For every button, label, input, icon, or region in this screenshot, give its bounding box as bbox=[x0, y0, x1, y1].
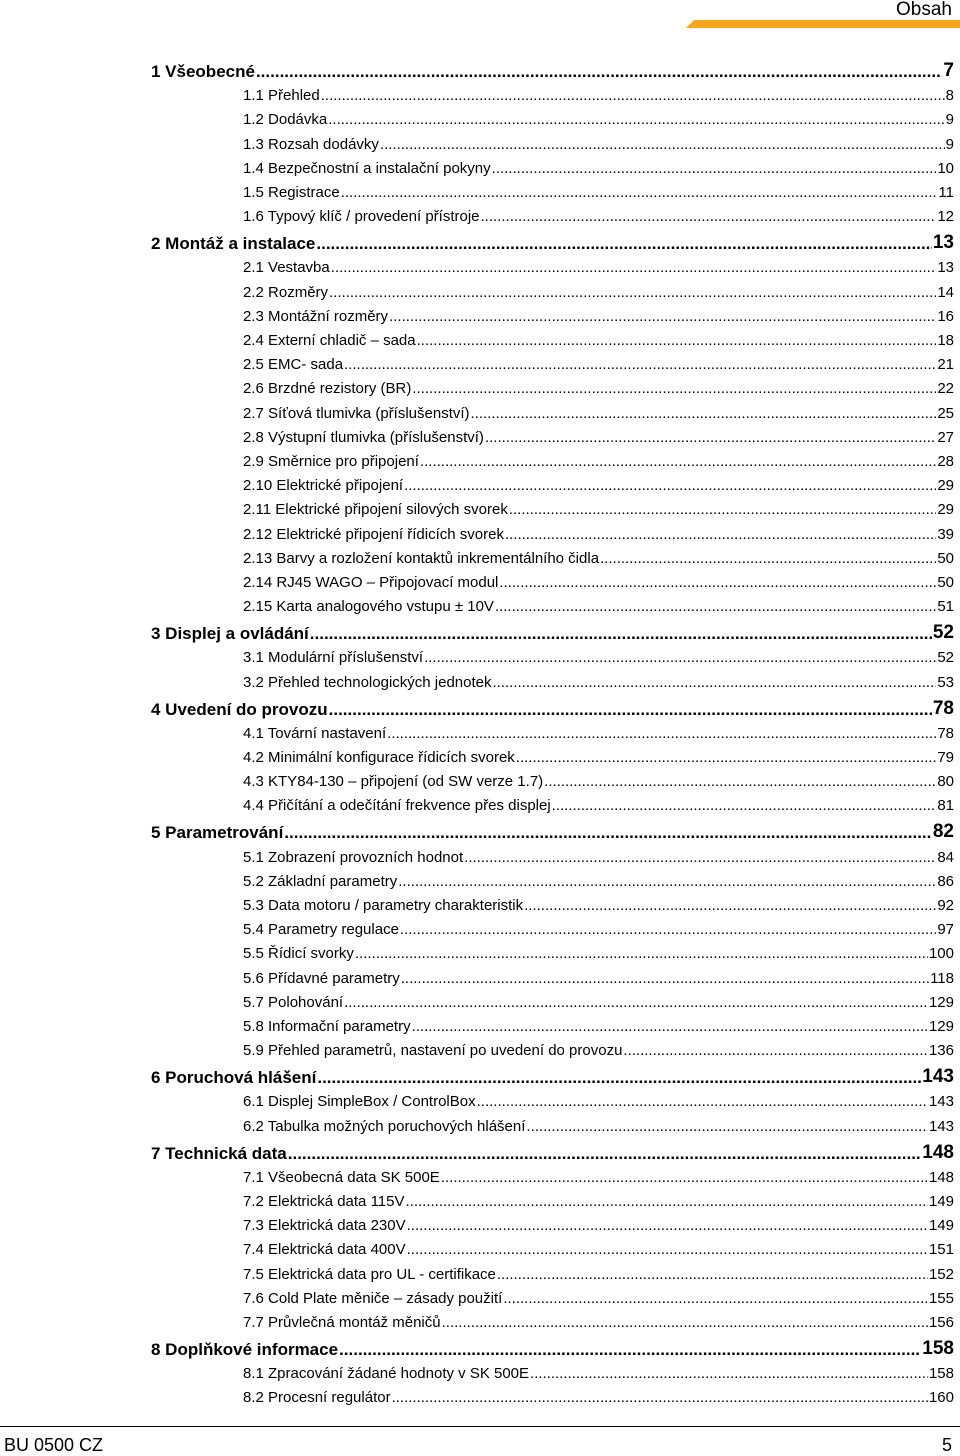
toc-entry-page: 13 bbox=[932, 232, 954, 254]
toc-entry-page: 27 bbox=[937, 428, 954, 446]
toc-dot-leader bbox=[492, 160, 937, 177]
toc-entry-page: 160 bbox=[928, 1389, 954, 1407]
toc-entry-label: 4.4 Přičítání a odečítání frekvence přes displej bbox=[243, 797, 551, 815]
toc-entry-page: 52 bbox=[937, 649, 954, 667]
toc-section-entry[interactable] bbox=[243, 203, 954, 225]
toc-chapter-entry[interactable] bbox=[151, 620, 954, 644]
toc-section-entry[interactable] bbox=[243, 1164, 954, 1186]
toc-dot-leader bbox=[420, 453, 936, 470]
toc-entry-page: 14 bbox=[937, 283, 954, 301]
toc-dot-leader bbox=[509, 501, 936, 518]
toc-entry-label: 2 Montáž a instalace bbox=[151, 234, 316, 254]
toc-dot-leader bbox=[341, 184, 938, 201]
toc-entry-page: 155 bbox=[928, 1289, 954, 1307]
toc-section-entry[interactable] bbox=[243, 1113, 954, 1135]
toc-entry-label: 7.3 Elektrická data 230V bbox=[243, 1217, 406, 1235]
toc-dot-leader bbox=[503, 1290, 928, 1307]
toc-entry-label: 7.7 Průvlečná montáž měničů bbox=[243, 1314, 441, 1331]
toc-entry-page: 16 bbox=[937, 307, 954, 325]
toc-section-entry[interactable] bbox=[243, 106, 954, 128]
toc-section-entry[interactable] bbox=[243, 940, 954, 962]
toc-entry-label: 7.2 Elektrická data 115V bbox=[243, 1193, 405, 1210]
toc-entry-page: 149 bbox=[928, 1193, 954, 1210]
toc-entry-label: 5.9 Přehled parametrů, nastavení po uvedení do provozu bbox=[243, 1042, 623, 1060]
toc-dot-leader bbox=[288, 1144, 922, 1164]
toc-entry-page: 82 bbox=[932, 821, 954, 843]
toc-dot-leader bbox=[405, 1193, 927, 1210]
toc-entry-label: 2.6 Brzdné rezistory (BR) bbox=[243, 380, 412, 398]
toc-entry-label: 5 Parametrování bbox=[151, 823, 284, 843]
toc-dot-leader bbox=[623, 1042, 928, 1059]
toc-section-entry[interactable] bbox=[243, 1013, 954, 1035]
toc-dot-leader bbox=[424, 649, 936, 666]
toc-entry-page: 50 bbox=[937, 549, 954, 567]
toc-chapter-entry[interactable] bbox=[151, 819, 954, 843]
toc-entry-page: 81 bbox=[937, 797, 954, 815]
toc-dot-leader bbox=[400, 921, 936, 938]
toc-entry-label: 7 Technická data bbox=[151, 1143, 287, 1163]
toc-entry-label: 7.4 Elektrická data 400V bbox=[243, 1241, 406, 1259]
toc-entry-page: 79 bbox=[937, 749, 954, 766]
toc-entry-page: 86 bbox=[937, 872, 954, 890]
toc-section-entry[interactable] bbox=[243, 989, 954, 1011]
toc-dot-leader bbox=[398, 873, 936, 890]
toc-entry-page: 29 bbox=[937, 501, 954, 519]
toc-entry-label: 5.6 Přídavné parametry bbox=[243, 969, 400, 987]
toc-entry-label: 1.2 Dodávka bbox=[243, 111, 328, 129]
toc-dot-leader bbox=[329, 284, 936, 301]
toc-entry-page: 97 bbox=[937, 921, 954, 939]
toc-dot-leader bbox=[516, 749, 937, 766]
toc-entry-label: 4.1 Tovární nastavení bbox=[243, 724, 387, 742]
toc-entry-page: 78 bbox=[937, 724, 954, 742]
toc-entry-label: 2.13 Barvy a rozložení kontaktů inkrementálního čidla bbox=[243, 549, 600, 567]
toc-entry-label: 2.15 Karta analogového vstupu ± 10V bbox=[243, 598, 494, 616]
toc-entry-page: 25 bbox=[937, 404, 954, 422]
toc-entry-page: 136 bbox=[928, 1042, 954, 1060]
toc-entry-page: 80 bbox=[937, 773, 954, 791]
toc-entry-label: 1.4 Bezpečnostní a instalační pokyny bbox=[243, 159, 491, 177]
toc-section-entry[interactable] bbox=[243, 844, 954, 866]
toc-section-entry[interactable] bbox=[243, 1285, 954, 1307]
toc-section-entry[interactable] bbox=[243, 375, 954, 397]
toc-section-entry[interactable] bbox=[243, 303, 954, 325]
toc-entry-page: 52 bbox=[932, 622, 954, 644]
toc-section-entry[interactable] bbox=[243, 892, 954, 914]
toc-dot-leader bbox=[284, 823, 932, 843]
toc-chapter-entry[interactable] bbox=[151, 230, 954, 254]
toc-entry-label: 5.8 Informační parametry bbox=[243, 1018, 411, 1035]
toc-entry-label: 5.5 Řídicí svorky bbox=[243, 945, 354, 963]
toc-dot-leader bbox=[328, 111, 944, 128]
toc-section-entry[interactable] bbox=[243, 744, 954, 766]
toc-entry-page: 129 bbox=[928, 993, 954, 1011]
toc-dot-leader bbox=[530, 1365, 928, 1382]
toc-dot-leader bbox=[392, 1389, 928, 1406]
toc-dot-leader bbox=[412, 380, 936, 397]
toc-entry-page: 10 bbox=[937, 159, 954, 177]
toc-section-entry[interactable] bbox=[243, 1360, 954, 1382]
toc-dot-leader bbox=[310, 624, 932, 644]
toc-entry-page: 156 bbox=[928, 1314, 954, 1331]
toc-dot-leader bbox=[344, 356, 936, 373]
toc-dot-leader bbox=[317, 1068, 921, 1088]
toc-entry-page: 51 bbox=[937, 598, 954, 616]
toc-section-entry[interactable] bbox=[243, 1037, 954, 1059]
toc-dot-leader bbox=[552, 797, 937, 814]
toc-entry-label: 2.12 Elektrické připojení řídicích svorek bbox=[243, 525, 504, 543]
toc-entry-label: 7.6 Cold Plate měniče – zásady použití bbox=[243, 1289, 503, 1307]
toc-section-entry[interactable] bbox=[243, 254, 954, 276]
toc-entry-page: 152 bbox=[928, 1265, 954, 1283]
toc-entry-label: 3 Displej a ovládání bbox=[151, 624, 309, 644]
toc-entry-page: 53 bbox=[937, 673, 954, 691]
toc-entry-page: 129 bbox=[928, 1018, 954, 1035]
toc-entry-label: 1.6 Typový klíč / provedení přístroje bbox=[243, 208, 480, 226]
toc-entry-label: 3.1 Modulární příslušenství bbox=[243, 649, 424, 667]
toc-entry-label: 8.2 Procesní regulátor bbox=[243, 1389, 391, 1407]
toc-entry-label: 8 Doplňkové informace bbox=[151, 1340, 339, 1359]
toc-entry-label: 2.3 Montážní rozměry bbox=[243, 307, 389, 325]
toc-dot-leader bbox=[477, 1093, 928, 1110]
toc-entry-label: 1.1 Přehled bbox=[243, 87, 320, 105]
toc-dot-leader bbox=[497, 1266, 928, 1283]
toc-entry-label: 4 Uvedení do provozu bbox=[151, 699, 328, 719]
toc-section-entry[interactable] bbox=[243, 916, 954, 938]
toc-section-entry[interactable] bbox=[243, 545, 954, 567]
toc-dot-leader bbox=[495, 598, 936, 615]
toc-section-entry[interactable] bbox=[243, 669, 954, 691]
toc-dot-leader bbox=[441, 1169, 928, 1186]
toc-entry-label: 2.10 Elektrické připojení bbox=[243, 477, 404, 495]
toc-dot-leader bbox=[412, 1018, 928, 1035]
toc-entry-page: 13 bbox=[937, 259, 954, 277]
toc-entry-label: 4.3 KTY84-130 – připojení (od SW verze 1.7) bbox=[243, 773, 544, 791]
toc-entry-label: 4.2 Minimální konfigurace řídicích svorek bbox=[243, 749, 515, 766]
toc-entry-label: 8.1 Zpracování žádané hodnoty v SK 500E bbox=[243, 1365, 530, 1383]
toc-dot-leader bbox=[387, 725, 936, 742]
toc-entry-label: 5.4 Parametry regulace bbox=[243, 921, 399, 939]
toc-entry-label: 2.9 Směrnice pro připojení bbox=[243, 453, 419, 470]
toc-entry-label: 5.1 Zobrazení provozních hodnot bbox=[243, 848, 464, 866]
toc-chapter-entry[interactable] bbox=[151, 1064, 954, 1088]
toc-section-entry[interactable] bbox=[243, 496, 954, 518]
toc-entry-page: 158 bbox=[922, 1338, 954, 1359]
toc-entry-page: 148 bbox=[928, 1168, 954, 1186]
toc-dot-leader bbox=[481, 208, 937, 225]
toc-dot-leader bbox=[321, 87, 945, 104]
toc-entry-page: 143 bbox=[928, 1117, 954, 1135]
toc-section-entry[interactable] bbox=[243, 569, 954, 591]
toc-entry-page: 7 bbox=[943, 60, 954, 81]
toc-chapter-entry[interactable] bbox=[151, 1336, 954, 1360]
toc-section-entry[interactable] bbox=[243, 965, 954, 987]
toc-entry-label: 6 Poruchová hlášení bbox=[151, 1068, 317, 1088]
toc-chapter-entry[interactable] bbox=[151, 58, 954, 82]
toc-entry-page: 39 bbox=[937, 525, 954, 543]
toc-entry-page: 143 bbox=[922, 1066, 954, 1088]
toc-section-entry[interactable] bbox=[243, 768, 954, 790]
toc-section-entry[interactable] bbox=[243, 1236, 954, 1258]
toc-dot-leader bbox=[407, 1241, 928, 1258]
toc-dot-leader bbox=[526, 1118, 928, 1135]
toc-entry-label: 2.5 EMC- sada bbox=[243, 356, 344, 374]
toc-dot-leader bbox=[464, 849, 936, 866]
toc-entry-page: 8 bbox=[945, 87, 954, 105]
toc-entry-label: 2.11 Elektrické připojení silových svorek bbox=[243, 501, 508, 519]
toc-entry-label: 3.2 Přehled technologických jednotek bbox=[243, 673, 492, 691]
toc-entry-label: 2.7 Síťová tlumivka (příslušenství) bbox=[243, 404, 470, 422]
toc-dot-leader bbox=[544, 773, 936, 790]
toc-entry-label: 6.1 Displej SimpleBox / ControlBox bbox=[243, 1093, 476, 1111]
toc-dot-leader bbox=[256, 62, 942, 82]
toc-dot-leader bbox=[600, 550, 936, 567]
toc-section-entry[interactable] bbox=[243, 1261, 954, 1283]
toc-entry-label: 5.2 Základní parametry bbox=[243, 872, 398, 890]
toc-entry-page: 22 bbox=[937, 380, 954, 398]
page-footer bbox=[0, 1426, 960, 1455]
toc-section-entry[interactable] bbox=[243, 279, 954, 301]
toc-section-entry[interactable] bbox=[243, 448, 954, 470]
toc-section-entry[interactable] bbox=[243, 593, 954, 615]
toc-section-entry[interactable] bbox=[243, 644, 954, 666]
toc-section-entry[interactable] bbox=[243, 179, 954, 201]
toc-entry-page: 84 bbox=[937, 848, 954, 866]
toc-chapter-entry[interactable] bbox=[151, 1140, 954, 1164]
toc-section-entry[interactable] bbox=[243, 351, 954, 373]
toc-section-entry[interactable] bbox=[243, 868, 954, 890]
toc-dot-leader bbox=[417, 332, 937, 349]
toc-entry-page: 92 bbox=[937, 897, 954, 914]
toc-entry-label: 2.8 Výstupní tlumivka (příslušenství) bbox=[243, 428, 484, 446]
toc-dot-leader bbox=[505, 526, 936, 543]
toc-dot-leader bbox=[329, 700, 932, 720]
toc-section-entry[interactable] bbox=[243, 1212, 954, 1234]
toc-entry-label: 2.4 Externí chladič – sada bbox=[243, 332, 416, 349]
toc-section-entry[interactable] bbox=[243, 155, 954, 177]
toc-section-entry[interactable] bbox=[243, 1309, 954, 1331]
toc-entry-page: 29 bbox=[937, 477, 954, 495]
toc-section-entry[interactable] bbox=[243, 1188, 954, 1210]
toc-dot-leader bbox=[499, 574, 936, 591]
toc-section-entry[interactable] bbox=[243, 131, 954, 153]
toc-section-entry[interactable] bbox=[243, 792, 954, 814]
toc-section-entry[interactable] bbox=[243, 472, 954, 494]
toc-entry-page: 100 bbox=[928, 945, 954, 963]
toc-section-entry[interactable] bbox=[243, 521, 954, 543]
toc-entry-page: 149 bbox=[928, 1217, 954, 1235]
toc-entry-label: 5.3 Data motoru / parametry charakteristik bbox=[243, 897, 524, 914]
toc-entry-label: 5.7 Polohování bbox=[243, 993, 344, 1011]
toc-dot-leader bbox=[471, 405, 937, 422]
toc-entry-page: 158 bbox=[928, 1365, 954, 1383]
toc-entry-label: 1.5 Registrace bbox=[243, 184, 340, 201]
toc-entry-page: 28 bbox=[937, 453, 954, 470]
toc-dot-leader bbox=[355, 945, 928, 962]
toc-entry-label: 2.1 Vestavba bbox=[243, 259, 330, 277]
toc-entry-label: 7.1 Všeobecná data SK 500E bbox=[243, 1168, 440, 1186]
toc-entry-label: 1 Všeobecné bbox=[151, 62, 255, 81]
toc-entry-label: 1.3 Rozsah dodávky bbox=[243, 135, 379, 153]
toc-entry-label: 2.14 RJ45 WAGO – Připojovací modul bbox=[243, 574, 499, 591]
toc-entry-page: 12 bbox=[937, 208, 954, 226]
toc-dot-leader bbox=[407, 1217, 928, 1234]
toc-entry-page: 9 bbox=[945, 135, 954, 153]
toc-dot-leader bbox=[524, 897, 936, 914]
toc-entry-page: 11 bbox=[938, 184, 954, 201]
toc-dot-leader bbox=[401, 970, 929, 987]
toc-entry-page: 143 bbox=[928, 1093, 954, 1111]
toc-chapter-entry[interactable] bbox=[151, 696, 954, 720]
toc-dot-leader bbox=[493, 674, 937, 691]
toc-entry-page: 148 bbox=[922, 1141, 954, 1163]
toc-section-entry[interactable] bbox=[243, 1088, 954, 1110]
toc-dot-leader bbox=[442, 1314, 928, 1331]
toc-dot-leader bbox=[380, 136, 945, 153]
toc-entry-page: 18 bbox=[937, 332, 954, 349]
toc-entry-page: 151 bbox=[928, 1241, 954, 1259]
toc-dot-leader bbox=[344, 994, 928, 1011]
toc-section-entry[interactable] bbox=[243, 400, 954, 422]
toc-dot-leader bbox=[389, 308, 936, 325]
toc-entry-page: 118 bbox=[930, 969, 954, 987]
toc-section-entry[interactable] bbox=[243, 82, 954, 104]
toc-entry-page: 50 bbox=[937, 574, 954, 591]
toc-entry-label: 2.2 Rozměry bbox=[243, 283, 329, 301]
toc-entry-page: 21 bbox=[937, 356, 954, 374]
toc-section-entry[interactable] bbox=[243, 1384, 954, 1406]
toc-entry-page: 9 bbox=[945, 111, 954, 129]
toc-dot-leader bbox=[331, 259, 937, 276]
header-accent-bar bbox=[12, 20, 960, 28]
toc-entry-label: 6.2 Tabulka možných poruchových hlášení bbox=[243, 1117, 526, 1135]
toc-section-entry[interactable] bbox=[243, 720, 954, 742]
toc-section-entry[interactable] bbox=[243, 424, 954, 446]
page-section-title: Obsah bbox=[896, 0, 952, 20]
toc-entry-label: 7.5 Elektrická data pro UL - certifikace bbox=[243, 1265, 496, 1283]
toc-dot-leader bbox=[339, 1340, 921, 1360]
toc-entry-page: 78 bbox=[932, 697, 954, 719]
toc-dot-leader bbox=[316, 234, 931, 254]
document-id: BU 0500 CZ bbox=[4, 1435, 104, 1455]
toc-section-entry[interactable] bbox=[243, 327, 954, 349]
page-number: 5 bbox=[941, 1435, 952, 1455]
toc-dot-leader bbox=[485, 429, 936, 446]
footer-rule bbox=[0, 1426, 960, 1427]
toc-dot-leader bbox=[404, 477, 936, 494]
